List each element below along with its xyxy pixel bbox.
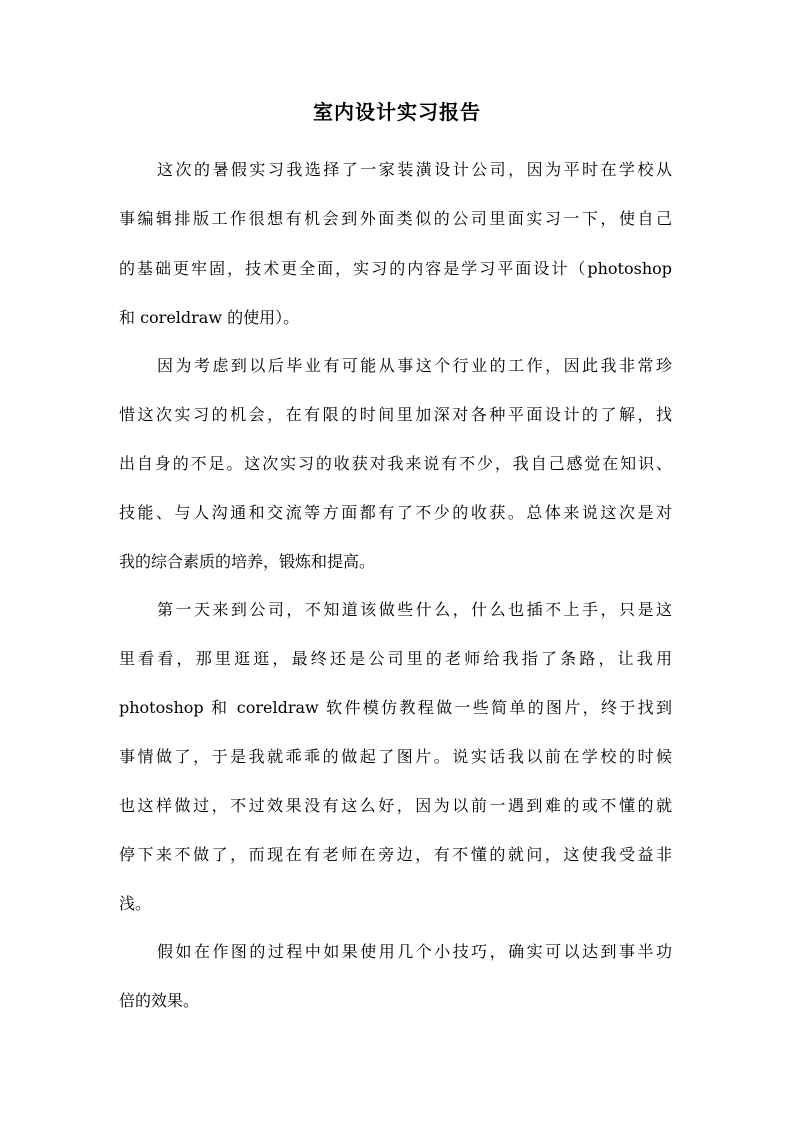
- paragraph-1-line-4: 和 coreldraw 的使用）。: [119, 308, 300, 327]
- paragraph-1-line-1: 这次的暑假实习我选择了一家装潢设计公司，因为平时在学校从: [157, 160, 672, 179]
- paragraph-4-line-1: 假如在作图的过程中如果使用几个小技巧，确实可以达到事半功: [157, 942, 672, 961]
- paragraph-3-line-7: 浅。: [119, 894, 152, 913]
- paragraph-2-line-4: 技能、与人沟通和交流等方面都有了不少的收获。总体来说这次是对: [119, 503, 672, 522]
- paragraph-1-line-3: 的基础更牢固，技术更全面，实习的内容是学习平面设计（photoshop: [119, 259, 672, 278]
- paragraph-3-line-5: 也这样做过，不过效果没有这么好，因为以前一遇到难的或不懂的就: [119, 796, 672, 815]
- paragraph-1-line-2: 事编辑排版工作很想有机会到外面类似的公司里面实习一下，使自己: [119, 209, 672, 228]
- paragraph-2-line-1: 因为考虑到以后毕业有可能从事这个行业的工作，因此我非常珍: [157, 356, 672, 375]
- paragraph-3-line-4: 事情做了，于是我就乖乖的做起了图片。说实话我以前在学校的时候: [119, 747, 672, 766]
- paragraph-3-line-6: 停下来不做了，而现在有老师在旁边，有不懂的就问，这使我受益非: [119, 845, 672, 864]
- paragraph-2-line-5: 我的综合素质的培养，锻炼和提高。: [119, 552, 376, 571]
- paragraph-3-line-2: 里看看，那里逛逛，最终还是公司里的老师给我指了条路，让我用: [119, 649, 672, 668]
- paragraph-3-line-3: photoshop 和 coreldraw 软件模仿教程做一些简单的图片，终于找到: [119, 698, 672, 717]
- paragraph-3-line-1: 第一天来到公司，不知道该做些什么，什么也插不上手，只是这: [157, 600, 672, 619]
- paragraph-2-line-2: 惜这次实习的机会，在有限的时间里加深对各种平面设计的了解，找: [119, 405, 672, 424]
- page-title: 室内设计实习报告: [313, 100, 481, 124]
- paragraph-4-line-2: 倍的效果。: [119, 991, 200, 1010]
- paragraph-2-line-3: 出自身的不足。这次实习的收获对我来说有不少，我自己感觉在知识、: [119, 454, 672, 473]
